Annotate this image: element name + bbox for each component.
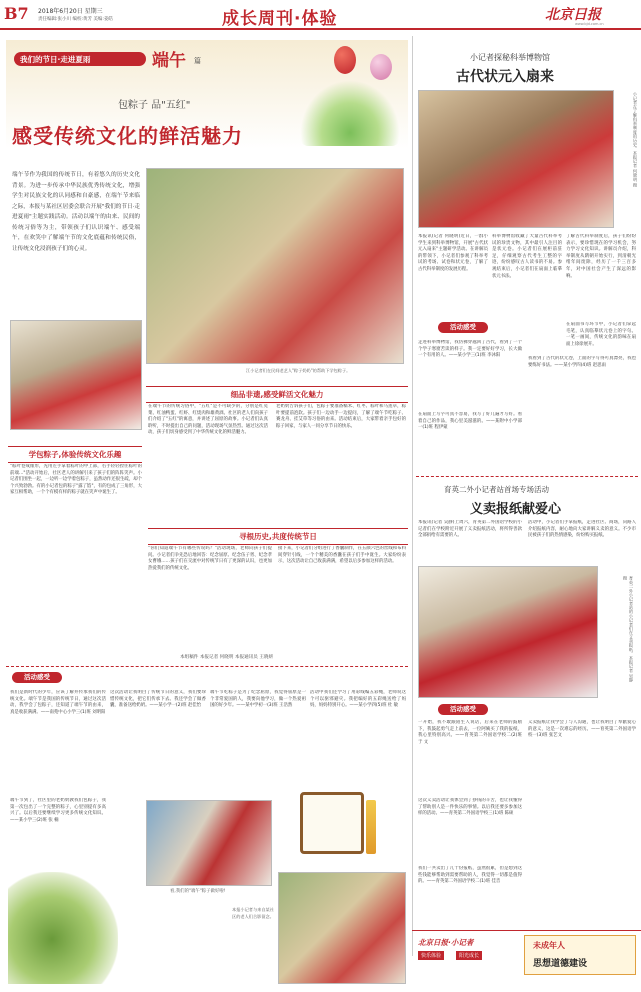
article-col-b: 老奶奶告诉孩子们，包粽子要准备糯米、红枣、粽叶和马莲草，粽叶要提前泡软。孩子们一边动手一边提问，了解了端午节吃粽子、赛龙舟、挂艾草等习俗的由来。活动结束后，大家带着亲手包好的粽子回家，与家人一同分享节日的快乐。 (276, 404, 406, 429)
story-headline: 感受传统文化的鲜活魅力 (12, 124, 243, 148)
masthead (0, 0, 641, 30)
story3-body-2: 活动中，小记者们手拿报纸，走进社区、商场，向路人介绍报纸内容，耐心地向大家讲解义卖的意义。不少市民被孩子们的热情感染，纷纷购买报纸。 (528, 520, 636, 539)
theme-banner-text: 我们的节日·走进夏雨 (20, 55, 91, 64)
column-title: 成长周刊·体验 (222, 9, 338, 29)
right-feelings-tag: 活动感受 (438, 322, 488, 333)
charity-photo (418, 566, 598, 698)
footer-ad-line-1: 未成年人 (533, 941, 565, 950)
article-col-c: 在端午节的传统习俗中，"五红"是不可缺少的，分别是红苋菜、红油鸭蛋、红虾、红烧肉和雄黄酒。社区的老人们向孩子们介绍了"五红"的寓意，并讲述了屈原的故事。小记者们认真聆听，不时提出自己的问题，活动现场气氛热烈。通过这次活动，孩子们切身感受到了中华传统文化的鲜活魅力。 (148, 404, 268, 436)
theme-banner-big: 端午 (152, 51, 186, 71)
right-feeling-5: 这次义卖活动让我体会到了挣钱的辛苦，也让我懂得了帮助别人是一件快乐的事情。以后我还要多参加这样的活动。——育英第二外国语学校三(1)班 陈硕 (418, 798, 522, 817)
story-lead: 端午节作为我国的传统节日，有着悠久的历史文化背景。为进一步传承中华民族优秀传统文化，增强学生对民族文化的认同感和自豪感，在端午节来临之际，本报与某社区居委会联合开展"我们的节日·走进夏雨"主题实践活动。活动以端午的由来、民间的传统习俗等为主，带领孩子们认识端午、感受端午，在欢笑中了解端午节的文化底蕴和传统民俗，让传统文化浸润孩子们的心灵。 (12, 172, 140, 252)
story2-body-2: 科举博物馆收藏了大量古代科举考试的珍贵文物，其中最引人注目的是状元卷。小记者们在展柜前驻足，仔细观察古代考生工整的字迹，纷纷感叹古人读书的不易。参观结束后，小记者们在扇面上临摹状元书法。 (492, 234, 562, 279)
photo-group (278, 872, 406, 984)
story2-body-4: 在扇面书写环节中，小记者们拿起毛笔，认真临摹状元卷上的字句。一笔一画间，传统文化的韵味在扇面上徐徐展开。 (566, 322, 636, 347)
story3-body-1: 本报讯(记者 吴静)上周六，育英第二外国语学校的小记者们在学校附近开展了义卖报纸活动，将所得善款全部捐给有需要的人。 (418, 520, 522, 539)
museum-photo-caption: 小记者在了解科举制度的历史。本报记者 何晓明 摄 (633, 92, 638, 187)
easel-illustration (300, 792, 364, 854)
story-kicker: 包粽子 品"五红" (118, 100, 191, 111)
right-feeling-4: 一开始，我不敢跟陌生人说话，后来在老师的鼓励下，我鼓起勇气走上前去，一位阿姨买了我的报纸，我心里特别高兴。——育英第二外国语学校二(2)班 于 文 (418, 720, 522, 745)
footer-ad-line-2: 思想道德建设 (533, 959, 588, 969)
feeling-5: 活动中我们还学习了用彩线编五彩绳，老师说这个可以驱邪避灾。我把编好的五彩绳送给了妈妈，妈妈特别开心。——某小学四(5)班 杜 敏 (310, 690, 406, 709)
footer-logo: 北京日报·小记者 (418, 938, 474, 947)
site-url: www.bjd.com.cn (575, 22, 604, 26)
section-heading-history: 寻根历史,共度传统节日 (148, 528, 408, 545)
footer-bar (412, 930, 641, 992)
feeling-1: 我们是新时代的少年，应该了解并传承我们的传统文化。端午节是我国的传统节日，通过这次活动，我学会了包粽子，还知道了端午节的由来，真是收获满满。——南苑中心小学三(1)班 刘明阳 (10, 690, 106, 715)
editors-line: 责任编辑:张小川 编校:黄芳 美编:姜皓 (38, 17, 113, 22)
column-divider (412, 36, 413, 956)
article-col-d: "你们知道端午节有哪些传说吗？"活动现场，老师向孩子们提问。小记者们争先恐后地回答：纪念屈原、纪念伍子胥、纪念孝女曹娥……孩子们在交流中对传统节日有了更深的认识，也更加热爱我们的传统文化。 (148, 546, 272, 571)
right-feeling-3: 我看到了古代的状元卷，上面的字写得可真漂亮，我也要练好书法。——某小学四(4)班 赵思雨 (528, 356, 636, 368)
divider-feelings (6, 666, 408, 667)
story3-kicker: 育英二外小记者站首场专场活动 (444, 485, 549, 494)
right-feeling-7: 义卖报纸让我学会了与人沟通，也让我明白了奉献爱心的意义，这是一次难忘的经历。——育英第二外国语学校一(3)班 张艺文 (528, 720, 636, 739)
feeling-3: 这次活动让我明白了传统节日的意义，我们要珍惜传统文化，把它们传承下去。我还学会了做香囊，准备送给奶奶。——某小学一(2)班 赵佳怡 (110, 690, 206, 709)
charity-photo-caption: 育英二外小记者站的小记者们在义卖报纸。本报记者 吴静 摄 (623, 576, 634, 683)
footer-sub-1: 快乐体验 (418, 951, 444, 960)
photo-group-caption: 本报小记者与来自某社区的老人们合影留念。 (232, 907, 274, 919)
photo-zongzi-caption: 看,我们的"端午"粽子做好啦! (170, 889, 226, 894)
story3-feelings-tag: 活动感受 (438, 704, 488, 715)
footer-ad-box (524, 935, 636, 975)
balloon-decoration-red (334, 46, 356, 74)
article-col-a: "粽叶卷成锥形，先用左手拿着粽叶的中上部，右手轻轻捏住粽叶的前端…"活动开始后，社区老人的讲解引来了孩子们的阵阵笑声。小记者们围坐一起，一边听一边学着包粽子，虽然动作还很生疏，却个个兴致勃勃。有的小记者包的粽子"露了馅"，有的包成了三角形，大家互相帮助，一个个有模有样的粽子就在笑声中诞生了。 (10, 464, 142, 496)
article-col-e: 接下来，小记者们分组进行了香囊制作，在五颜六色的丝线和布料间穿针引线，一个个精美的香囊在孩子们手中诞生。大家纷纷表示，这次活动让自己收获满满，希望以后多参加这样的活动。 (278, 546, 406, 565)
issue-date: 2018年6月20日 星期三 (38, 8, 103, 15)
feeling-2: 端午节到了，社区里的老奶奶教我们包粽子，我第一次包出了一个完整的粽子，心里别提有多高兴了。以后我还要继续学习更多传统文化知识。——某小学三(2)班 张 楠 (10, 798, 106, 823)
pencil-illustration (366, 800, 376, 854)
article-credits: 本组稿件 本报记者 何晓明 本报通讯员 王晓妍 (180, 655, 274, 660)
museum-photo (418, 90, 614, 228)
main-photo (146, 168, 404, 364)
newspaper-logo: 北京日报 (545, 7, 601, 23)
main-photo-caption: 江小记者们在民间老艺人"粽子奶奶"的帮助下学包粽子。 (246, 368, 351, 373)
feelings-tag: 活动感受 (12, 672, 62, 683)
story2-kicker: 小记者探秘科举博物馆 (470, 53, 550, 62)
inset-photo-girls (10, 320, 142, 430)
story3-headline: 义卖报纸献爱心 (470, 502, 562, 517)
right-feeling-6: 我们一共卖出了几十份报纸，虽然很累，但是想到这些钱能够帮助到需要帮助的人，我觉得一切都是值得的。——育英第二外国语学校二(1)班 佳音 (418, 866, 522, 885)
theme-banner (14, 52, 146, 66)
divider-story3 (416, 476, 638, 477)
zongzi-illustration (8, 872, 118, 984)
photo-zongzi-done (146, 800, 272, 886)
page-number: B7 (4, 4, 29, 23)
right-feeling-2: 在扇面上写字可真不容易，我写了好几遍才写好。看着自己的作品，我心里美滋滋的。——某附中小学部一(1)班 程伊蒙 (418, 412, 522, 431)
theme-banner-suffix: 篇 (194, 57, 201, 65)
section-heading-zongzi: 学包粽子,体验传统文化乐趣 (8, 446, 142, 463)
section-heading-heritage: 细品非遗,感受鲜活文化魅力 (146, 386, 408, 403)
right-feeling-1: 走进科举博物馆，我仿佛穿越回了古代，看到了一个个学子寒窗苦读的样子。我一定要好好学习，长大做一个有用的人。——某小学三(1)班 李沐阳 (418, 340, 522, 359)
footer-sub-2: 阳光成长 (456, 951, 482, 960)
story2-body-3: 了解古代科举制度后，孩子们纷纷表示，要珍惜现在的学习机会，努力学习文化知识。讲解员介绍，科举制度从隋朝开始实行，到清朝光绪年间废除，经历了一千三百多年，对中国社会产生了深远的影响。 (566, 234, 636, 279)
story2-body-1: 本报讯(记者 何晓明)近日，一群小学生来到科举博物馆，开展"古代状元入扇来"主题研学活动。在讲解员的带领下，小记者们参观了科举考试的考场、试卷和状元卷，了解了古代科举制度的发展历程。 (418, 234, 488, 272)
story2-headline: 古代状元入扇来 (456, 69, 554, 85)
cartoon-children-illustration (300, 80, 400, 146)
balloon-decoration-pink (370, 54, 392, 80)
feeling-4: 端午节吃粽子是为了纪念屈原，我觉得屈原是一个非常爱国的人，我要向他学习，做一个热爱祖国的好少年。——某中学初一(3)班 王浩然 (210, 690, 306, 709)
